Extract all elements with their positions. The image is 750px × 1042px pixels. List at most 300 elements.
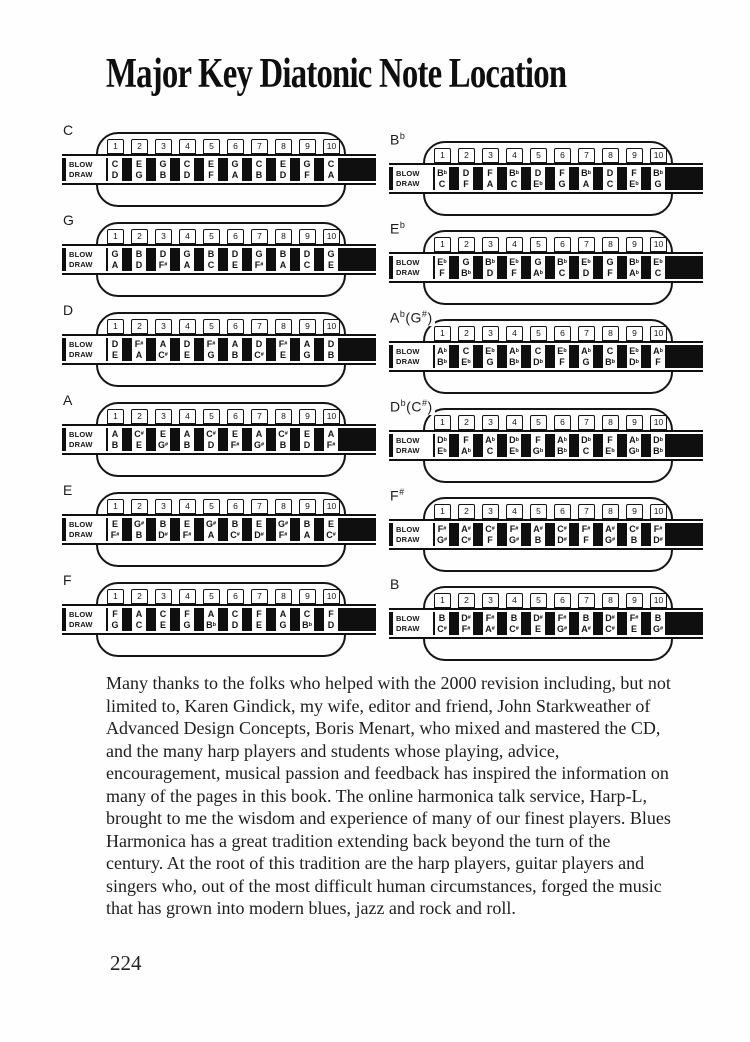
note-cell-hole-3 (483, 434, 497, 457)
acknowledgements-paragraph: Many thanks to the folks who helped with the 2000 revision including, but not limited to, Karen Gindick, my wife, editor and friend, John Starkweather of Advanced Design Concepts, Boris Menart, who mixed and mastered the CD, and the many harp players and students whose playing, advice, encouragement, musical passion and feedback has inspired the information on many of the pages in this book. The online harmonica talk service, Harp-L, brought to me the wisdom and experience of many of our finest players. Blues Harmonica has a great tradition extending back beyond the turn of the century. At the root of this tradition are the harp players, guitar players and singers who, out of the most difficult human circumstances, forged the music that has grown into modern blues, jazz and rock and roll. (106, 673, 671, 918)
draw-label: DRAW (69, 349, 93, 359)
draw-note: G# (508, 534, 520, 545)
note-cell-hole-7 (579, 345, 593, 368)
draw-note: G (582, 356, 590, 367)
blow-note: G (606, 257, 614, 267)
hole-number-6: 6 (227, 499, 244, 514)
draw-note: D (231, 619, 239, 630)
hole-number-10: 10 (650, 504, 667, 519)
note-cell-hole-8 (603, 167, 617, 190)
note-cell-hole-6 (555, 612, 569, 635)
blow-note: $E^b$ (653, 257, 663, 267)
blow-note: F (256, 609, 262, 619)
hole-number-3: 3 (482, 326, 499, 341)
blow-note: $B^b$ (437, 168, 447, 178)
draw-note: G# (604, 534, 616, 545)
draw-note: C (558, 267, 566, 278)
blow-note: C# (134, 429, 144, 439)
blow-note: G# (277, 519, 289, 529)
blow-note: $A^b$ (485, 435, 495, 445)
key-label-d: D (63, 302, 74, 318)
blow-note: D (231, 249, 239, 259)
blow-note: $E^b$ (485, 346, 495, 356)
note-cell-hole-9 (627, 167, 641, 190)
blow-note: D (534, 168, 542, 178)
note-cell-hole-5 (531, 434, 545, 457)
draw-note: C# (230, 529, 240, 540)
draw-note: $G^b$ (628, 445, 640, 456)
note-cell-hole-6 (228, 338, 242, 361)
blow-draw-label (66, 608, 106, 631)
note-cell-hole-4 (507, 434, 521, 457)
draw-note: $A^b$ (629, 267, 639, 278)
note-cell-hole-7 (579, 523, 593, 546)
hole-number-5: 5 (203, 409, 220, 424)
note-cell-hole-7 (252, 158, 266, 181)
note-cell-hole-10 (324, 428, 338, 451)
blow-note: F# (581, 524, 591, 534)
note-cell-hole-3 (156, 338, 170, 361)
note-cell-hole-1 (435, 434, 449, 457)
hole-number-5: 5 (530, 593, 547, 608)
hole-number-10: 10 (323, 319, 340, 334)
note-cell-hole-4 (507, 612, 521, 635)
hole-number-10: 10 (323, 229, 340, 244)
note-cell-hole-4 (180, 248, 194, 271)
hole-number-4: 4 (506, 326, 523, 341)
draw-note: G (135, 169, 143, 180)
blow-note: $B^b$ (653, 168, 663, 178)
hole-number-8: 8 (602, 415, 619, 430)
blow-note: E (279, 159, 286, 169)
draw-note: D (279, 169, 287, 180)
note-cell-hole-4 (507, 523, 521, 546)
note-cell-hole-1 (435, 256, 449, 279)
draw-note: F (511, 267, 517, 278)
blow-note: $E^b$ (557, 346, 567, 356)
blow-note: B (582, 613, 590, 623)
draw-note: A (303, 529, 311, 540)
draw-note: B (159, 169, 167, 180)
note-cell-hole-6 (228, 608, 242, 631)
hole-number-9: 9 (299, 139, 316, 154)
hole-number-6: 6 (554, 237, 571, 252)
blow-note: A (255, 429, 263, 439)
note-cell-hole-2 (459, 612, 473, 635)
harmonica-column-right (389, 131, 703, 669)
draw-note: G# (556, 623, 568, 634)
hole-number-10: 10 (650, 237, 667, 252)
draw-note: F (607, 267, 613, 278)
note-cell-hole-1 (108, 428, 122, 451)
draw-note: C# (509, 623, 519, 634)
draw-note: $A^b$ (461, 445, 471, 456)
note-cell-hole-1 (435, 345, 449, 368)
blow-label: BLOW (69, 339, 93, 349)
note-cell-hole-3 (483, 256, 497, 279)
blow-note: C (303, 609, 311, 619)
draw-note: E (279, 349, 286, 360)
blow-note: C (183, 159, 191, 169)
note-cell-hole-9 (300, 518, 314, 541)
blow-note: C (327, 159, 335, 169)
note-cell-hole-1 (108, 248, 122, 271)
blow-note: C (159, 609, 167, 619)
draw-note: D (327, 619, 335, 630)
draw-note: C (510, 178, 518, 189)
note-cell-hole-8 (276, 428, 290, 451)
draw-note: C (207, 259, 215, 270)
draw-label: DRAW (69, 439, 93, 449)
note-cell-hole-9 (627, 256, 641, 279)
draw-note: $E^b$ (509, 445, 519, 456)
harmonica-diagram-f (389, 487, 703, 571)
hole-number-8: 8 (602, 148, 619, 163)
blow-note: G (534, 257, 542, 267)
draw-note: E (327, 259, 334, 270)
hole-number-2: 2 (458, 504, 475, 519)
draw-note: A (327, 169, 335, 180)
blow-note: B (279, 249, 287, 259)
hole-number-5: 5 (530, 415, 547, 430)
note-cell-hole-8 (603, 345, 617, 368)
note-cell-hole-3 (156, 158, 170, 181)
hole-number-8: 8 (275, 139, 292, 154)
note-cell-hole-2 (459, 434, 473, 457)
draw-note: A (111, 259, 119, 270)
blow-note: $E^b$ (629, 346, 639, 356)
note-cell-hole-8 (603, 612, 617, 635)
blow-note: C (534, 346, 542, 356)
blow-label: BLOW (69, 159, 93, 169)
draw-note: G (558, 178, 566, 189)
note-cell-hole-10 (324, 518, 338, 541)
hole-number-4: 4 (506, 415, 523, 430)
hole-number-7: 7 (251, 139, 268, 154)
harmonica-diagram-f (62, 572, 376, 656)
blow-note: G (303, 159, 311, 169)
blow-note: B (159, 519, 167, 529)
blow-note: A (279, 609, 287, 619)
draw-label: DRAW (69, 259, 93, 269)
draw-note: C (486, 445, 494, 456)
note-cell-hole-9 (300, 338, 314, 361)
hole-number-1: 1 (434, 593, 451, 608)
hole-number-4: 4 (506, 148, 523, 163)
hole-number-5: 5 (530, 326, 547, 341)
blow-note: F (328, 609, 334, 619)
hole-number-3: 3 (482, 237, 499, 252)
draw-note: B (327, 349, 335, 360)
hole-number-10: 10 (323, 409, 340, 424)
blow-note: $B^b$ (557, 257, 567, 267)
draw-note: F# (230, 439, 240, 450)
blow-draw-label (393, 256, 433, 279)
note-cell-hole-1 (108, 518, 122, 541)
hole-number-2: 2 (131, 319, 148, 334)
hole-number-8: 8 (275, 319, 292, 334)
note-cell-hole-7 (252, 248, 266, 271)
note-cell-hole-2 (132, 608, 146, 631)
harmonica-diagram-g (62, 212, 376, 296)
blow-note: $E^b$ (509, 257, 519, 267)
draw-note: C# (158, 349, 168, 360)
draw-note: F (583, 534, 589, 545)
harmonica-diagram-c (62, 122, 376, 206)
blow-note: G (255, 249, 263, 259)
blow-note: D (255, 339, 263, 349)
hole-number-1: 1 (107, 139, 124, 154)
hole-number-1: 1 (434, 326, 451, 341)
note-cell-hole-2 (132, 248, 146, 271)
note-cell-hole-1 (108, 158, 122, 181)
draw-note: $D^b$ (629, 356, 639, 367)
hole-number-7: 7 (578, 148, 595, 163)
blow-note: $B^b$ (629, 257, 639, 267)
draw-note: G (486, 356, 494, 367)
blow-note: $A^b$ (557, 435, 567, 445)
note-cell-hole-6 (555, 345, 569, 368)
draw-note: G (207, 349, 215, 360)
blow-note: $D^b$ (653, 435, 663, 445)
note-cell-hole-7 (579, 256, 593, 279)
hole-number-2: 2 (131, 139, 148, 154)
note-cell-hole-7 (579, 167, 593, 190)
hole-number-7: 7 (578, 504, 595, 519)
note-cell-hole-6 (228, 248, 242, 271)
note-cell-hole-10 (651, 345, 665, 368)
draw-note: C# (437, 623, 447, 634)
draw-note: B (111, 439, 119, 450)
note-cell-hole-3 (483, 523, 497, 546)
draw-note: F# (254, 259, 264, 270)
blow-note: G# (205, 519, 217, 529)
blow-draw-label (393, 612, 433, 635)
key-label-g: G (63, 212, 75, 228)
hole-number-2: 2 (458, 326, 475, 341)
note-cell-hole-10 (651, 434, 665, 457)
draw-note: D# (557, 534, 567, 545)
note-cell-hole-3 (156, 248, 170, 271)
draw-label: DRAW (69, 169, 93, 179)
blow-note: F# (134, 339, 144, 349)
harmonica-diagram-d (62, 302, 376, 386)
hole-number-10: 10 (650, 148, 667, 163)
blow-note: $B^b$ (485, 257, 495, 267)
blow-note: B (135, 249, 143, 259)
note-cell-hole-8 (603, 523, 617, 546)
draw-note: B (279, 439, 287, 450)
blow-note: B (438, 613, 446, 623)
hole-number-5: 5 (203, 139, 220, 154)
note-cell-hole-8 (276, 248, 290, 271)
note-cell-hole-6 (228, 518, 242, 541)
note-cell-hole-7 (252, 608, 266, 631)
blow-note: A (207, 609, 215, 619)
draw-note: E (183, 349, 190, 360)
draw-note: B (183, 439, 191, 450)
draw-note: C (438, 178, 446, 189)
blow-note: G (231, 159, 239, 169)
note-cell-hole-10 (324, 158, 338, 181)
hole-number-8: 8 (602, 504, 619, 519)
draw-note: G# (436, 534, 448, 545)
draw-note: A (231, 169, 239, 180)
blow-note: E (111, 519, 118, 529)
hole-number-2: 2 (131, 229, 148, 244)
draw-note: $B^b$ (557, 445, 567, 456)
blow-note: F# (509, 524, 519, 534)
draw-note: G# (652, 623, 664, 634)
blow-note: C# (485, 524, 495, 534)
note-cell-hole-8 (276, 158, 290, 181)
draw-note: D (582, 267, 590, 278)
hole-number-10: 10 (650, 593, 667, 608)
note-cell-hole-3 (156, 428, 170, 451)
hole-number-5: 5 (203, 589, 220, 604)
blow-note: F (559, 168, 565, 178)
note-cell-hole-4 (180, 608, 194, 631)
harmonica-diagram-a (62, 392, 376, 476)
draw-note: F (559, 356, 565, 367)
hole-number-5: 5 (530, 237, 547, 252)
note-cell-hole-8 (603, 434, 617, 457)
blow-label: BLOW (396, 168, 420, 178)
draw-note: D (486, 267, 494, 278)
blow-note: F (631, 168, 637, 178)
hole-number-4: 4 (179, 589, 196, 604)
note-cell-hole-4 (180, 518, 194, 541)
note-cell-hole-9 (627, 345, 641, 368)
note-cell-hole-4 (507, 256, 521, 279)
hole-number-1: 1 (434, 237, 451, 252)
draw-note: B (534, 534, 542, 545)
note-cell-hole-10 (651, 256, 665, 279)
draw-note: A# (581, 623, 591, 634)
hole-number-10: 10 (650, 415, 667, 430)
hole-number-4: 4 (506, 593, 523, 608)
key-label-f: F (63, 572, 73, 588)
blow-note: F (607, 435, 613, 445)
hole-number-8: 8 (275, 229, 292, 244)
hole-number-4: 4 (179, 409, 196, 424)
draw-note: F (487, 534, 493, 545)
hole-number-6: 6 (554, 326, 571, 341)
draw-note: $B^b$ (653, 445, 663, 456)
draw-note: B (255, 169, 263, 180)
blow-note: $A^b$ (653, 346, 663, 356)
hole-number-5: 5 (530, 504, 547, 519)
note-cell-hole-4 (507, 345, 521, 368)
hole-number-5: 5 (203, 319, 220, 334)
draw-note: B (231, 349, 239, 360)
harmonica-diagram-abg (389, 309, 703, 393)
draw-note: C (582, 445, 590, 456)
draw-note: D# (653, 534, 663, 545)
hole-number-8: 8 (602, 237, 619, 252)
key-label-bb: $B^b$ (390, 131, 406, 148)
note-cell-hole-5 (531, 167, 545, 190)
note-cell-hole-1 (435, 167, 449, 190)
note-cell-hole-2 (132, 338, 146, 361)
hole-number-3: 3 (155, 229, 172, 244)
key-label-abg: $A^b(G^{\#})$ (390, 309, 433, 326)
blow-note: B (510, 613, 518, 623)
note-cell-hole-7 (252, 338, 266, 361)
note-cell-hole-5 (531, 256, 545, 279)
blow-note: C (606, 346, 614, 356)
hole-number-6: 6 (227, 409, 244, 424)
note-cell-hole-5 (204, 158, 218, 181)
draw-note: B (135, 529, 143, 540)
harmonica-diagram-b (389, 576, 703, 660)
note-cell-hole-5 (204, 248, 218, 271)
draw-note: F (304, 169, 310, 180)
hole-number-2: 2 (131, 499, 148, 514)
blow-note: E (159, 429, 166, 439)
hole-number-6: 6 (227, 589, 244, 604)
key-label-e: E (63, 482, 73, 498)
draw-note: C (654, 267, 662, 278)
draw-note: $G^b$ (532, 445, 544, 456)
note-cell-hole-10 (324, 608, 338, 631)
draw-note: A (279, 259, 287, 270)
harmonica-diagram-eb (389, 220, 703, 304)
blow-note: F# (557, 613, 567, 623)
draw-label: DRAW (396, 534, 420, 544)
note-cell-hole-9 (300, 608, 314, 631)
hole-number-9: 9 (626, 593, 643, 608)
blow-draw-label (66, 248, 106, 271)
hole-number-10: 10 (650, 326, 667, 341)
blow-note: D (462, 168, 470, 178)
hole-number-10: 10 (323, 499, 340, 514)
draw-note: G (303, 349, 311, 360)
note-cell-hole-4 (507, 167, 521, 190)
hole-number-2: 2 (131, 589, 148, 604)
blow-note: F (535, 435, 541, 445)
draw-label: DRAW (396, 356, 420, 366)
blow-label: BLOW (396, 613, 420, 623)
blow-note: C# (557, 524, 567, 534)
draw-note: G (279, 619, 287, 630)
note-cell-hole-1 (108, 338, 122, 361)
hole-number-3: 3 (482, 415, 499, 430)
hole-number-9: 9 (299, 589, 316, 604)
blow-note: $A^b$ (629, 435, 639, 445)
draw-note: E (255, 619, 262, 630)
draw-note: E (159, 619, 166, 630)
blow-note: $A^b$ (581, 346, 591, 356)
page-number: 224 (110, 951, 142, 975)
hole-number-1: 1 (434, 148, 451, 163)
blow-note: E (207, 159, 214, 169)
note-cell-hole-4 (180, 428, 194, 451)
blow-note: G (327, 249, 335, 259)
key-label-eb: $E^b$ (390, 220, 406, 237)
hole-number-8: 8 (602, 326, 619, 341)
key-label-f: F# (390, 487, 405, 504)
draw-note: C (606, 178, 614, 189)
blow-label: BLOW (396, 346, 420, 356)
note-cell-hole-2 (459, 345, 473, 368)
note-cell-hole-6 (555, 167, 569, 190)
blow-note: C (462, 346, 470, 356)
blow-note: D (606, 168, 614, 178)
blow-note: A (327, 429, 335, 439)
note-cell-hole-5 (204, 338, 218, 361)
hole-number-4: 4 (179, 229, 196, 244)
